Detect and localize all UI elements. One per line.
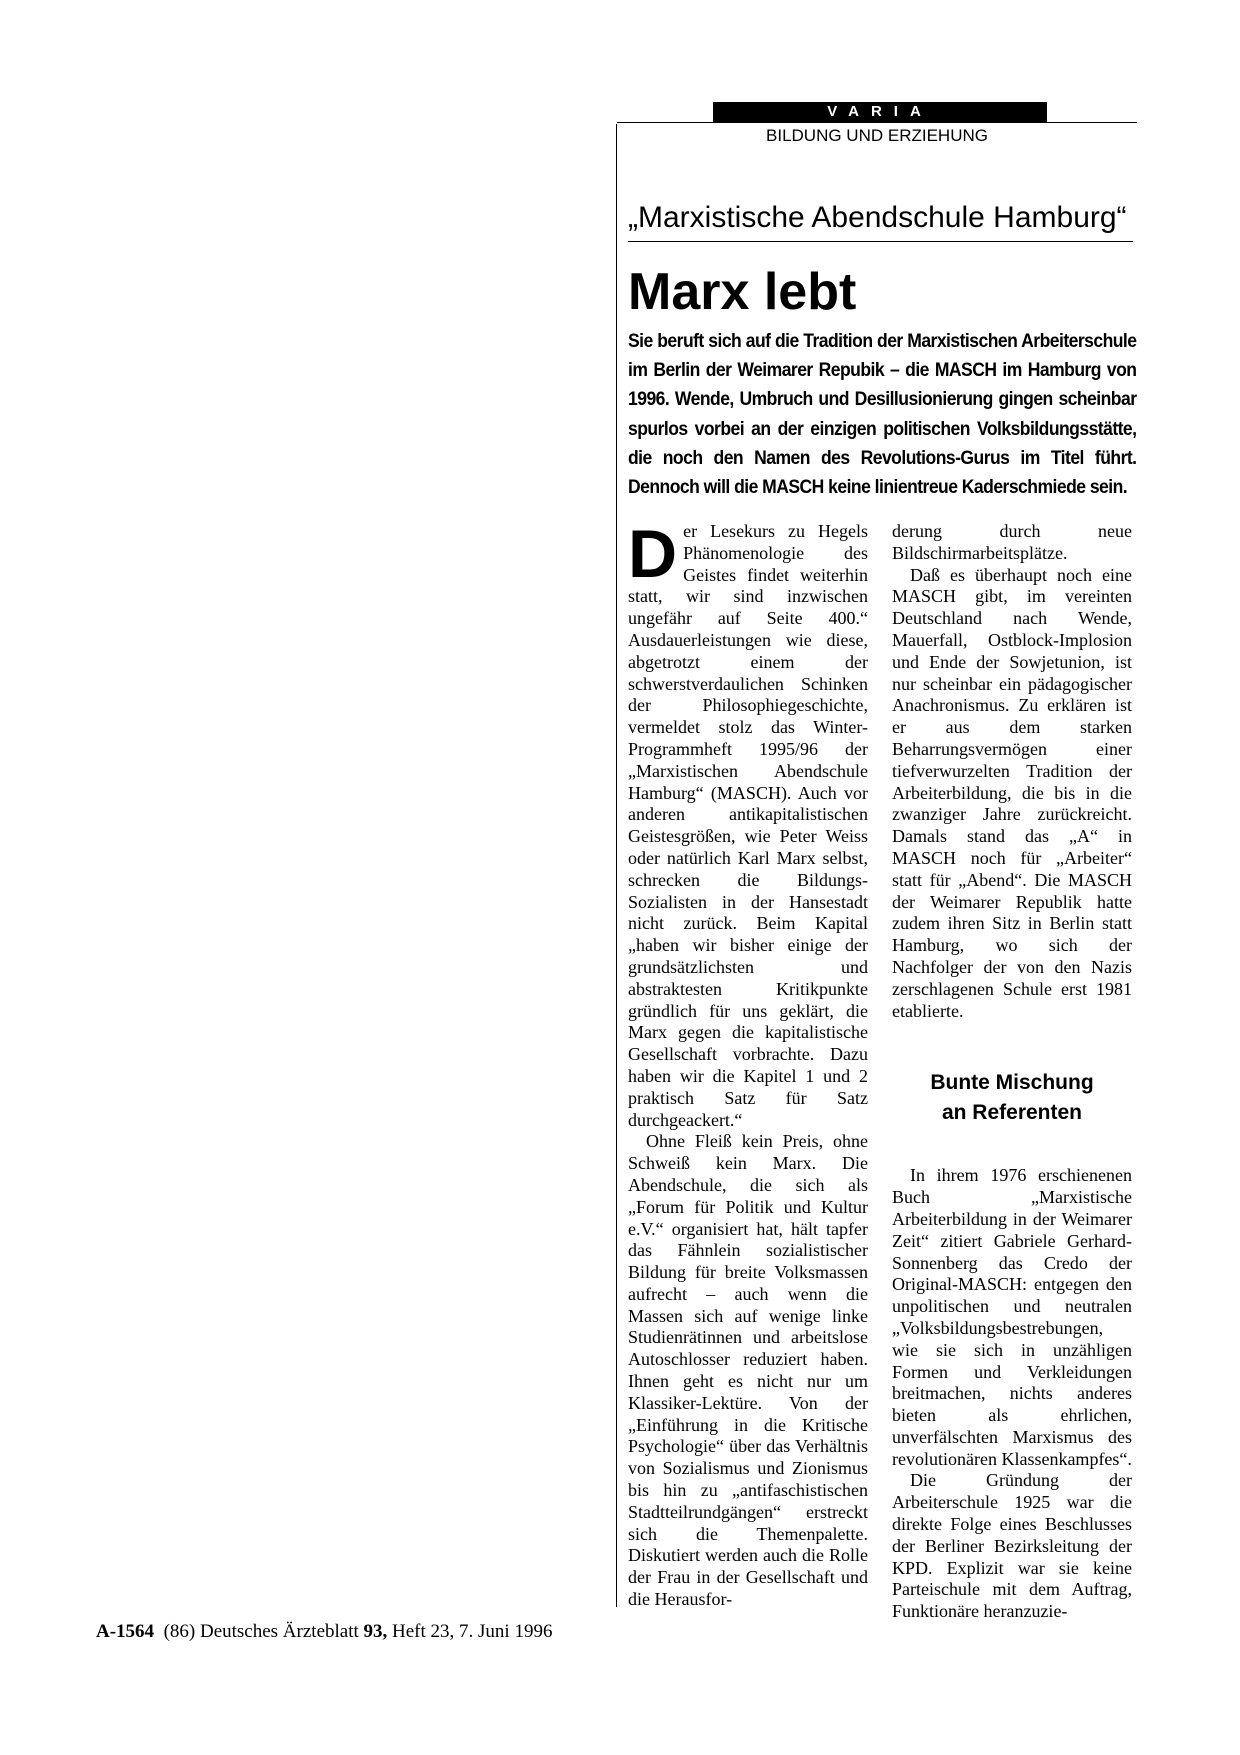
- varia-bar: VARIA: [713, 102, 1047, 122]
- body-column-2: [892, 521, 1132, 1623]
- column-rule: [616, 124, 617, 1607]
- journal-issue: Heft 23, 7. Juni 1996: [392, 1621, 553, 1642]
- body-paragraph: derung durch neue Bildschirmarbeitsplätze.: [892, 521, 1132, 563]
- page-number: (86): [163, 1621, 196, 1642]
- page-footer: [96, 1620, 552, 1644]
- subheading-line: an Referenten: [941, 1101, 1083, 1125]
- section-label: BILDUNG UND ERZIEHUNG: [766, 126, 988, 145]
- body-paragraph: Die Gründung der Arbeiterschule 1925 war die direkte Folge eines Beschlusses der Berliner Bezirksleitung der KPD. Explizit war sie keine Parteischule mit dem Auftrag, Funktionäre heranzuzie-: [892, 1470, 1132, 1622]
- body-column-1: [628, 516, 868, 1611]
- header-rule: [617, 122, 1137, 123]
- body-paragraph: Ohne Fleiß kein Preis, ohne Schweiß kein Marx. Die Abendschule, die sich als „Forum für Politik und Kultur e.V.“ organisiert hat, hält tapfer das Fähnlein sozialistischer Bildung für breite Volksmassen aufrecht – auch wenn die Massen sich auf wenige linke Studienrätinnen und arbeitslose Autoschlosser reduziert haben. Ihnen geht es nicht nur um Klassiker-Lektüre. Von der „Einführung in die Kritische Psychologie“ über das Verhältnis von Sozialismus und Zionismus bis hin zu „antifaschistischen Stadtteilrundgängen“ erstreckt sich die Themenpalette. Diskutiert werden auch die Rolle der Frau in der Gesellschaft und die Herausfor-: [628, 1131, 868, 1610]
- drop-cap: D: [628, 516, 678, 592]
- body-paragraph: In ihrem 1976 erschienenen Buch „Marxistische Arbeiterbildung in der Weimarer Zeit“ zitiert Gabriele Gerhard-Sonnenberg das Credo der Original-MASCH: entgegen den unpolitischen und neutralen „Volksbildungsbestrebungen, wie sie sich in unzähligen Formen und Verkleidungen breitmachen, nichts anderes bieten als ehrlichen, unverfälschten Marxismus des revolutionären Klassenkampfes“.: [892, 1165, 1132, 1469]
- article-headline: Marx lebt: [628, 263, 857, 321]
- body-paragraph: Daß es überhaupt noch eine MASCH gibt, im vereinten Deutschland nach Wende, Mauerfall, Ostblock-Implosion und Ende der Sowjetunion, ist nur scheinbar ein pädagogischer Anachronismus. Zu erklären ist er aus dem starken Beharrungsvermögen einer tiefverwurzelten Tradition der Arbeiterbildung, die bis in die zwanziger Jahre zurückreicht. Damals stand das „A“ in MASCH noch für „Arbeiter“ statt für „Abend“. Die MASCH der Weimarer Republik hatte zudem ihren Sitz in Berlin statt Hamburg, wo sich der Nachfolger der von den Nazis zerschlagenen Schule erst 1981 etablierte.: [892, 564, 1132, 1021]
- page-code: A-1564: [96, 1621, 155, 1642]
- paragraph-text: er Lesekurs zu Hegels Phänomenologie des Geistes findet weiterhin statt, wir sind inzwischen ungefähr auf Seite 400.“ Ausdauerleistungen wie diese, abgetrotzt einem der schwerstverdaulichen Schinken der Philosophiegeschichte, vermeldet stolz das Winter-Programmheft 1995/96 der „Marxistischen Abendschule Hamburg“ (MASCH). Auch vor anderen antikapitalistischen Geistesgrößen, wie Peter Weiss oder natürlich Karl Marx selbst, schrecken die Bildungs-Sozialisten in der Hansestadt nicht zurück. Beim Kapital „haben wir bisher einige der grundsätzlichsten und abstraktesten Kritikpunkte gründlich für uns geklärt, die Marx gegen die kapitalistische Gesellschaft vorbrachte. Dazu haben wir die Kapitel 1 und 2 praktisch Satz für Satz durchgeackert.“: [628, 521, 868, 1130]
- subheading-line: Bunte Mischung: [930, 1071, 1094, 1095]
- journal-volume: 93,: [363, 1621, 388, 1642]
- subheading: [892, 1068, 1132, 1128]
- article-lead: Sie beruft sich auf die Tradition der Marxistischen Arbeiterschule im Berlin der Weimarer Repubik – die MASCH im Hamburg von 1996. Wende, Umbruch und Desillusionierung gingen scheinbar spurlos vorbei an der einzigen politischen Volksbildungsstätte, die noch den Namen des Revolutions-Gurus im Titel führt. Dennoch will die MASCH keine linientreue Kaderschmiede sein.: [628, 330, 1137, 499]
- body-paragraph: [628, 516, 868, 1131]
- kicker-rule: [628, 241, 1133, 242]
- article-kicker: „Marxistische Abendschule Hamburg“: [628, 201, 1127, 234]
- journal-name: Deutsches Ärzteblatt: [199, 1621, 359, 1642]
